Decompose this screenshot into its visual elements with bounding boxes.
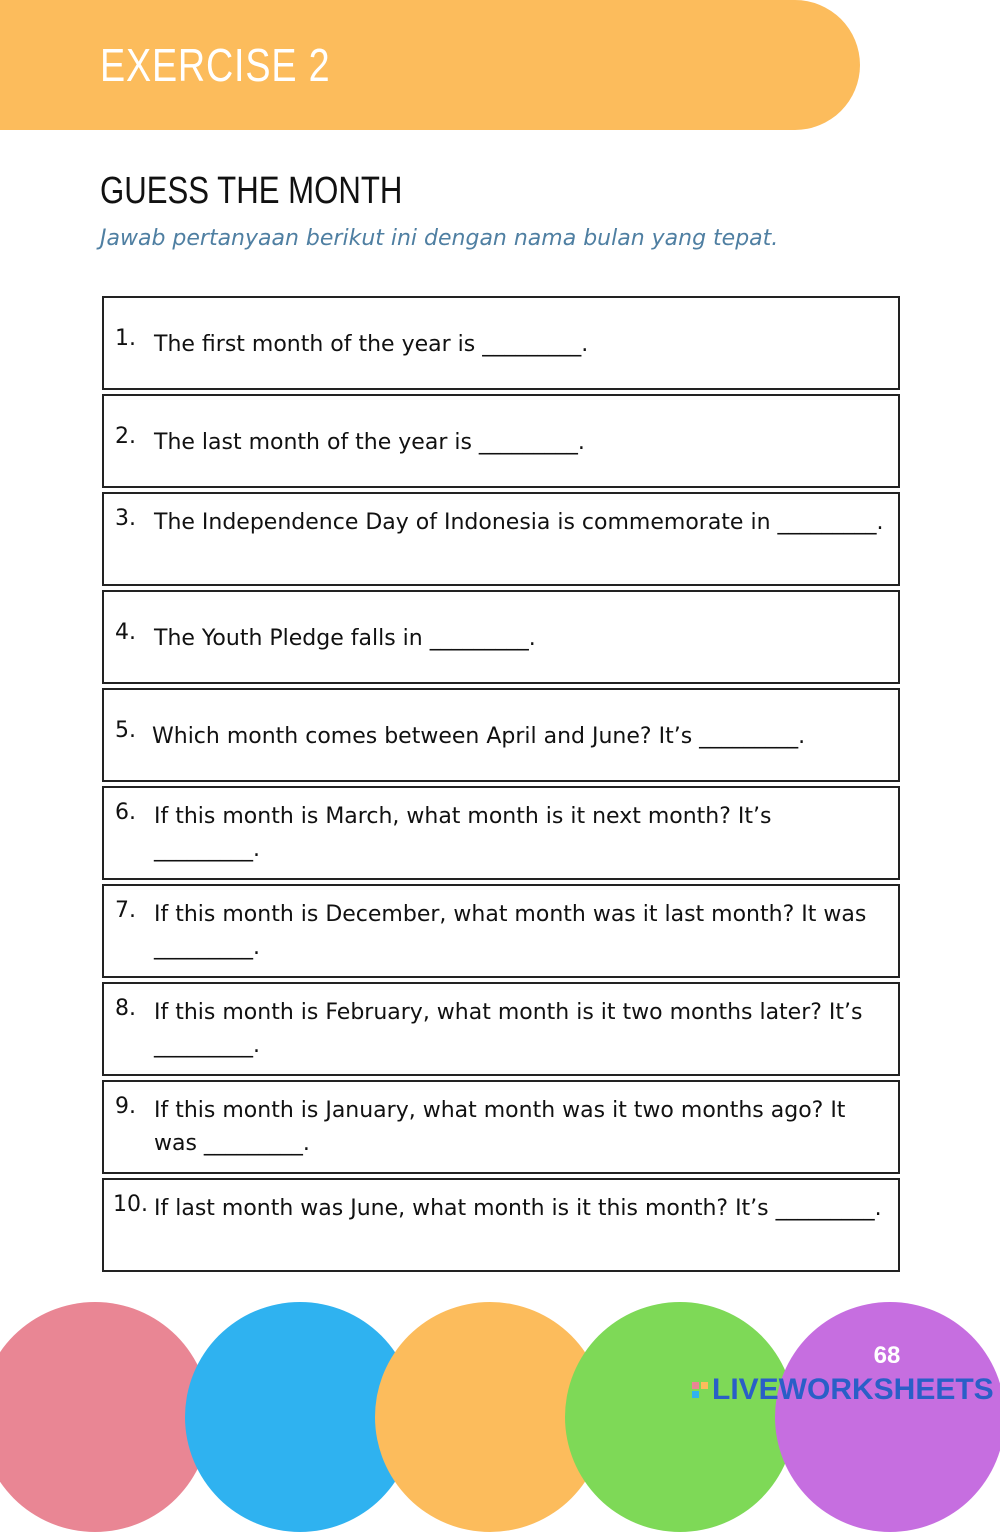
question-text: If this month is January, what month was it two months ago? It was _________. [154, 1098, 846, 1156]
section-heading: GUESS THE MONTH [100, 170, 403, 212]
question-text: If last month was June, what month is it this month? It’s _________. [154, 1196, 882, 1221]
brand-text: LIVEWORKSHEETS [712, 1373, 994, 1406]
footer-circle-pink [0, 1302, 210, 1532]
question-number: 6. [115, 800, 136, 825]
question-box[interactable] [102, 982, 900, 1076]
page-number: 68 [873, 1342, 901, 1369]
question-number: 10. [113, 1192, 148, 1217]
question-box[interactable] [102, 1080, 900, 1174]
question-text: The last month of the year is _________. [154, 430, 585, 455]
question-text: The first month of the year is _________. [154, 332, 589, 357]
question-box[interactable] [102, 1178, 900, 1272]
question-box[interactable] [102, 296, 900, 390]
instruction-text: Jawab pertanyaan berikut ini dengan nama bulan yang tepat. [100, 226, 779, 251]
question-number: 5. [115, 718, 136, 743]
question-box[interactable] [102, 590, 900, 684]
question-number: 7. [115, 898, 136, 923]
question-box[interactable] [102, 394, 900, 488]
question-number: 8. [115, 996, 136, 1021]
question-text: If this month is February, what month is it two months later? It’s _________. [154, 1000, 863, 1058]
question-list [102, 296, 900, 1276]
footer-circle-green [565, 1302, 795, 1532]
question-text: If this month is March, what month is it next month? It’s _________. [154, 804, 772, 862]
question-box[interactable] [102, 688, 900, 782]
question-number: 2. [115, 424, 136, 449]
question-text: Which month comes between April and June? It’s _________. [152, 724, 806, 749]
question-number: 3. [115, 506, 136, 531]
question-text: The Youth Pledge falls in _________. [154, 626, 536, 651]
liveworksheets-brand[interactable] [692, 1374, 994, 1406]
exercise-title: EXERCISE 2 [100, 39, 331, 91]
question-text: If this month is December, what month was it last month? It was _________. [154, 902, 867, 960]
question-box[interactable] [102, 884, 900, 978]
question-number: 1. [115, 326, 136, 351]
question-number: 9. [115, 1094, 136, 1119]
question-box[interactable] [102, 786, 900, 880]
question-text: The Independence Day of Indonesia is commemorate in _________. [154, 510, 884, 535]
question-number: 4. [115, 620, 136, 645]
question-box[interactable] [102, 492, 900, 586]
liveworksheets-logo-icon [692, 1382, 708, 1398]
footer-circle-purple [775, 1302, 1000, 1532]
